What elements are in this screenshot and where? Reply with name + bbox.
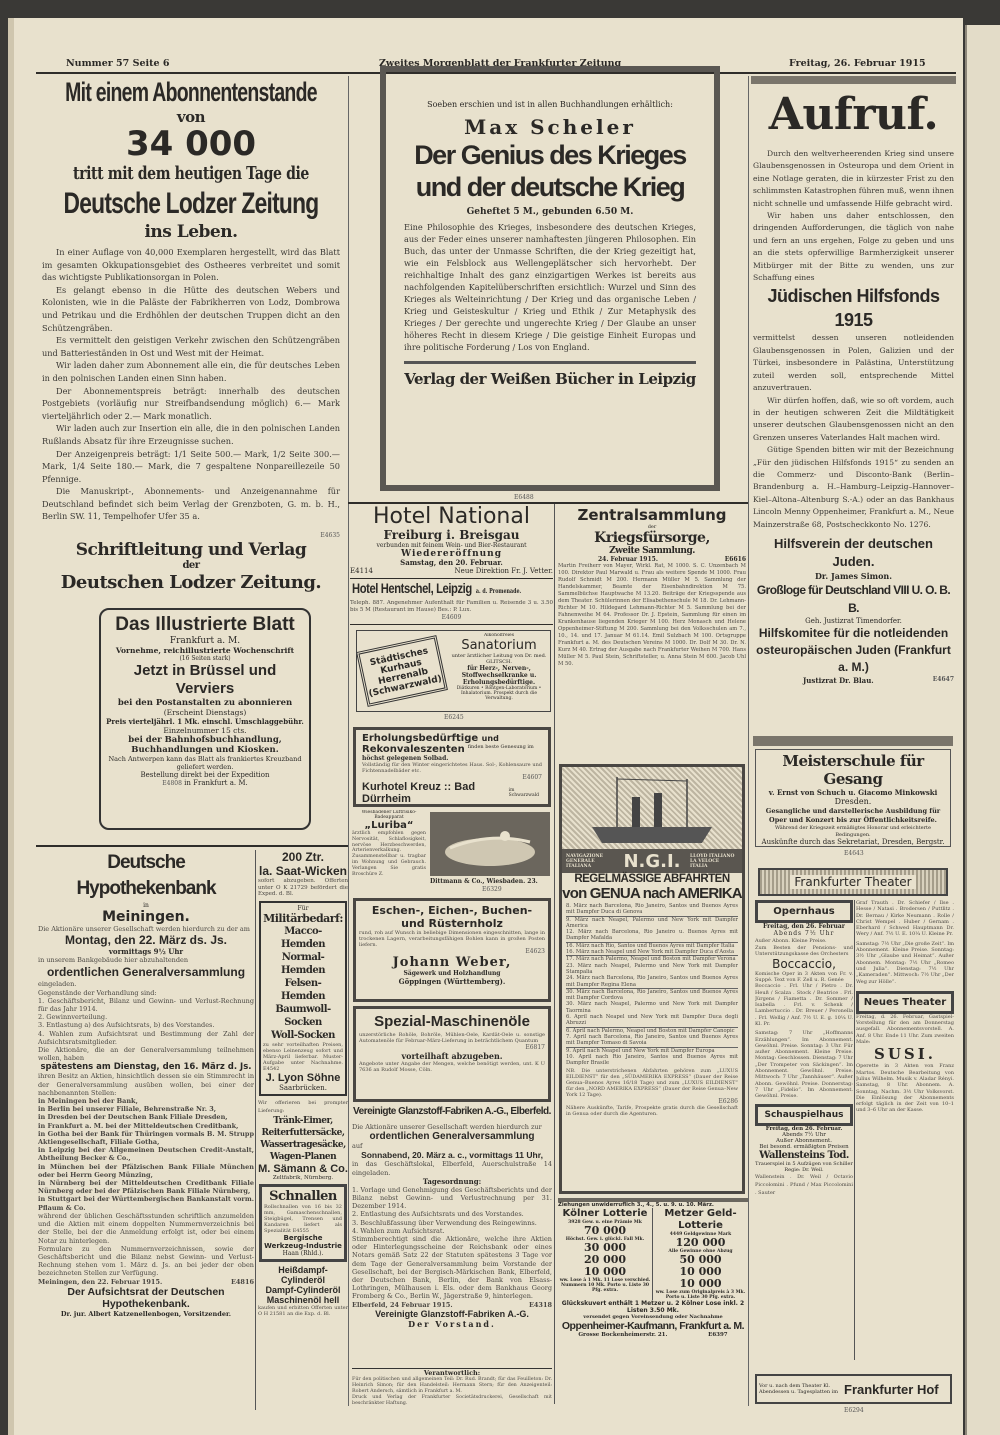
text: Alkoholfreies: [483, 633, 515, 638]
subscriber-count: 34 000: [125, 124, 257, 164]
text: ins Leben.: [144, 222, 238, 242]
meeting-date: Sonnabend, 20. März a. c., vormittags 11 Uhr,: [361, 1150, 543, 1161]
date: Samstag, den 20. Februar.: [400, 558, 503, 567]
ad-title: Sanatorium: [461, 638, 537, 653]
text: Zum Besten der Pensions- und Unterstützungskasse des Orchesters: [755, 945, 853, 958]
scheler-book-ad: [380, 66, 720, 491]
deposit-place: in Frankfurt a. M. bei der Mitteldeutschen Creditbank,: [38, 1121, 239, 1130]
deposit-place: in Berlin bei unserer Filiale, Behrenstraße Nr. 3,: [38, 1105, 217, 1114]
signature: Dr. jur. Albert Katzenellenbogen, Vorsitzender.: [60, 1309, 232, 1318]
sailing: 9. März nach Neapel, Palermo und New York mit Dampfer America: [566, 916, 738, 929]
text: Haan (Rhld.).: [282, 1249, 324, 1257]
text: ordentlichen Generalversammlung: [369, 1131, 535, 1143]
signatory: Dr. James Simon.: [814, 570, 893, 581]
text: Diätkuren • Röntgen-Laboratorium • Inhalatorium. Prospekt durch die Verwaltung.: [456, 686, 542, 701]
hotel-name: Kurhotel Kreuz :: Bad Dürrheim: [362, 781, 476, 805]
signature: Vereinigte Glanzstoff-Fabriken A.-G.: [375, 1308, 529, 1319]
text: Auskünfte durch das Sekretariat, Dresden, Bergstr.: [761, 838, 945, 846]
banner-title: Frankfurter Theater: [790, 875, 915, 889]
hypothekenbank-notice: [38, 850, 254, 1410]
prize-amount: 10 000: [679, 1265, 722, 1278]
text: Buchhandlungen und Kiosken.: [131, 745, 279, 755]
aufruf-appeal: [753, 148, 954, 728]
page-number: Nummer 57 Seite 6: [66, 58, 170, 69]
time: Abends 7½ Uhr: [782, 1131, 826, 1138]
ad-code: E6329: [482, 886, 502, 893]
sailing: 30. März nach Barcelona, Rio Janeiro, Santos und Buenos Ayres mit Dampfer Cordova: [566, 988, 738, 1002]
sailing: 24. März nach Barcelona, Rio Janeiro, Santos und Buenos Ayres mit Dampfer Regina Elena: [566, 975, 738, 988]
sailing: 23. März nach Neapel, Palermo und New York mit Dampfer Stampalia: [566, 962, 738, 975]
text: Trauerspiel in 5 Aufzügen von Schiller: [755, 1160, 853, 1167]
theater-name: Opernhaus: [755, 900, 853, 923]
frankfurter-theater-banner: [758, 868, 948, 896]
ad-code: E4643: [844, 850, 864, 857]
firm-name: J. Lyon Söhne: [265, 1071, 341, 1084]
notice-title: Kriegsfürsorge,: [594, 530, 710, 546]
weekly-schedule: Samstag: 7 Uhr „Hoffmanns Erzählungen“. Im Abonnement. Gewöhnl. Preise. Sonntag: 3 Uhr. Für außer Abonnement. Kleine Preise. Montag: Geschlossen. Dienstag: 7 Uhr „Der Trompeter von Säckingen“. Im Abonnement. Gewöhnl. Preise. Mittwoch: 7 Uhr „Tannhäuser“. Außer Abonn. Gewöhnl. Preise. Donnerstag: 7 Uhr „Fidelio“. Im Abonnement. Gewöhnl. Preise.: [755, 1030, 853, 1100]
ad-code: E4318: [528, 1300, 552, 1309]
hotel-name: Hotel National: [373, 505, 530, 529]
text: ww. Lose à 1 Mk. 11 Lose verschied. Nummern 10 Mk. Porto u. Liste 30 Pfg. extra.: [559, 1278, 651, 1293]
agenda-item: 3. Beschlußfassung über Verwendung des Reingewinns.: [352, 1218, 537, 1227]
headline: Mit einem Abonnentenstande: [65, 77, 317, 107]
organization: Großloge für Deutschland VIII U. O. B. B.: [756, 582, 951, 615]
book-title: Der Genius des Krieges: [414, 140, 686, 170]
text: Für: [297, 904, 309, 912]
prize-amount: 70 000: [583, 1224, 627, 1237]
ad-code: E6286: [718, 1098, 738, 1106]
text: Freitag, d. 26. Februar, Gastspiel-Vorstellung für den am Donnerstag ausgefall. Abonnementsvorstell. A. Anf. 8 Uhr. Ende 11 Uhr. Zum zweiten Male:: [856, 1013, 954, 1046]
product: Dampf-Cylinderöl: [265, 1284, 341, 1295]
text: auf: [352, 1142, 363, 1151]
publisher: Verlag der Weißen Bücher in Leipzig: [404, 370, 696, 388]
frankfurter-hof-ad: [755, 1374, 952, 1404]
text: ärztlich empfohlen gegen Nervosität, Schlaflosigkeit, nervöse Herzbeschwerden, Arterienverkalkung. Zusammenstellbar u. tragbar im Wohnung und Gebrauch. Verlangen Sie gratis Broschüre Z.: [352, 831, 426, 877]
paragraph: Wir dürfen hoffen, daß, wie so oft vordem, auch in der heutigen schweren Zeit die Mildtätigkeit unserer deutschen Glaubensgenossen nicht an den Grenzen unseres Vaterlandes Halt machen wird.: [753, 395, 954, 442]
ad-code: E4609: [441, 614, 462, 621]
text: Tagesordnung:: [422, 1176, 482, 1186]
zentralsammlung-notice: [558, 506, 746, 756]
text: Vor u. nach dem Theater Kl. Abendessen u. Tagesplatten im: [759, 1383, 839, 1395]
product: Woll-Socken: [271, 1029, 335, 1041]
product: Baumwoll-Socken: [275, 1003, 331, 1028]
theater-name: Schauspielhaus: [755, 1104, 853, 1126]
agenda-item: Die Aktionäre, die an der Generalversammlung teilnehmen wollen, haben: [38, 1046, 254, 1063]
product: Normal-Hemden: [280, 951, 326, 976]
deposit-place: in Nürnberg bei der Mitteldeutschen Creditbank Filiale Nürnberg oder bei der Pfälzischen Bank Filiale Nürnberg,: [38, 1179, 254, 1196]
sailing-list: [562, 902, 742, 1118]
text: Göppingen (Württemberg).: [398, 977, 506, 986]
hotel-national-ad: [350, 505, 553, 577]
meeting-date: Montag, den 22. März ds. Js.: [64, 933, 228, 948]
paragraph: Wir haben uns daher entschlossen, den dringenden Aufforderungen, die täglich von nahe und fern an uns ergehen, Folge zu geben und uns an die stets opferwillige Barmherzigkeit unserer Mitbürger mit der Bitte zu wenden, uns zur Schaffung eines: [753, 211, 954, 283]
signature: Der Vorstand.: [408, 1318, 496, 1329]
book-price: Geheftet 5 M., gebunden 6.50 M.: [466, 207, 634, 217]
price: Preis vierteljährl. 1 Mk. einschl. Umschlaggebühr.: [106, 717, 304, 726]
text: in: [143, 902, 149, 909]
steamship-illustration: [562, 767, 742, 849]
text: Wiedereröffnung: [401, 549, 502, 559]
text: in das Geschäftslokal, Elberfeld, Auerschulstraße 14 eingeladen.: [352, 1160, 552, 1177]
book-title: und der deutsche Krieg: [415, 172, 685, 202]
opernhaus-program: [755, 900, 853, 1370]
text: Nähere Auskünfte, Tarife, Prospekte gratis durch die Gesellschaft in Genua oder durch die Agenturen.: [566, 1105, 738, 1118]
hotel-name: Frankfurter Hof: [844, 1381, 939, 1397]
text: Freiburg i. Breisgau: [383, 528, 520, 542]
text: Vollständig für den Winter eingerichtetes Haus. Sol-, Kohlensaure und Fichtennadelbäder etc.: [362, 762, 542, 774]
ad-title: 200 Ztr.: [281, 850, 325, 864]
text: Außer Abonn. Kleine Preise.: [755, 938, 827, 944]
agenda-item: Gegenstände der Verhandlung sind:: [38, 988, 157, 997]
text: Bei besond. ermäßigten Preisen: [759, 1143, 849, 1150]
agenda-item: 1. Vorlage und Genehmigung des Geschäftsberichts und der Bilanz nebst Gewinn- und Verlustrechnung per 31. Dezember 1914.: [352, 1185, 552, 1211]
headline: Aufruf.: [768, 89, 939, 140]
text: Vornehme, reichillustrierte Wochenschrift: [115, 646, 295, 655]
ad-title: Schnallen: [269, 1188, 337, 1204]
text: Wiesbadener Luftrisiko-Badeapparat: [361, 810, 417, 820]
text: ww. Lose zum Originalpreis à 3 Mk. Porto u. Liste 30 Pfg. extra.: [655, 1290, 746, 1300]
ad-code: E4635: [320, 532, 340, 539]
deposit-place: in Meiningen bei der Bank,: [38, 1097, 138, 1106]
text: NB. Die unterstrichenen Abfahrten gehören zum „LUXUS EILDIENST“ für den „SÜDAMERIKA EXPRESS“ (Dauer der Reise Genua–Buenos Ayres 16/18 Tage) und zum „LUXUS EILDIENST“ für den „NORD AMERIKA EXPRESS“ (Dauer der Reise Genua–New York 12 Tage).: [566, 1068, 738, 1099]
ad-title: und Rüsternholz: [401, 917, 503, 930]
book-author: Max Scheler: [464, 115, 636, 139]
paragraph: Wir laden daher zum Abonnement alle ein, die für deutsches Leben in den polnischen Landen einen Sinn haben.: [42, 360, 340, 383]
article-body: [36, 242, 346, 532]
ad-title: REGELMÄSSIGE ABFAHRTEN: [574, 873, 730, 885]
text: a. d. Promenade.: [475, 588, 522, 595]
text: Teleph. 887. Angenehmer Aufenthalt für Familien u. Reisende 3 u. 3.50 bis 5 M (Restaurant im Hause) Bes.: P. Lux.: [350, 600, 553, 613]
text: Zweite Sammlung.: [609, 546, 695, 556]
sailing: 9. April nach Neapel und New York mit Dampfer Europa: [566, 1047, 715, 1054]
paragraph: Gütige Spenden bitten wir mit der Bezeichnung „Für den jüdischen Hilfsfonds 1915“ zu senden an die Commerz- und Disconto-Bank (Berlin–Brandenburg a. H.–Hamburg–Leipzig–Hannover–Kiel–Altona–Altenburg S.-A.) oder an das Bankhaus Lincoln Menny Oppenheimer, Frankfurt a. M., Neue Mainzerstraße 68, Postscheckkonto No. 1276.: [753, 445, 954, 529]
text: Während der Kriegszeit ermäßigtes Honorar und erleichterte Bedingungen.: [774, 825, 931, 838]
ad-code: E6245: [444, 714, 464, 721]
ngi-shipping-ad: [559, 764, 745, 1194]
prize-amount: 30 000: [583, 1241, 627, 1254]
bathtub-illustration: [430, 812, 550, 876]
text: Regie: Dr. Weil.: [784, 1166, 824, 1173]
newspaper-page: [8, 18, 963, 1435]
sailing: 12. März nach Barcelona, Rio Janeiro u. Buenos Ayres mit Dampfer Mafalda: [566, 929, 738, 942]
glanzstoff-notice: [352, 1106, 552, 1366]
firm-name: Dittmann & Co., Wiesbaden. 23.: [430, 878, 538, 885]
play-title: SUSI.: [874, 1045, 936, 1064]
product: Wassertragesäcke,: [260, 1139, 346, 1150]
sailing: 6. April nach Palermo, Neapel und Boston mit Dampfer Canopic: [566, 1027, 735, 1034]
meisterschule-ad: [755, 749, 951, 847]
text: Die Aktionäre unserer Gesellschaft werden hierdurch zu der am: [38, 925, 250, 933]
fund-name: Jüdischen Hilfsfonds 1915: [767, 286, 940, 331]
lottery-title: Kölner Lotterie: [562, 1208, 648, 1219]
agenda-item: 4. Wahlen zum Aufsichtsrat und Bestimmung der Zahl der Aufsichtsratsmitglieder.: [38, 1029, 254, 1046]
time: Abends 7½ Uhr: [773, 930, 835, 937]
agenda-item: 4. Wahlen zum Aufsichtsrat.: [352, 1226, 445, 1235]
text: Soeben erschien und ist in allen Buchhandlungen erhältlich:: [427, 100, 673, 109]
text: ihren Besitz an Aktien, hinsichtlich dessen sie ein Stimmrecht in der Generalversammlung ausüben wollen, bei einer der nachbenannten Stellen:: [38, 1072, 254, 1097]
text: Formulare zu den Nummernverzeichnissen, sowie der Geschäftsbericht und die Bilanz nebst Gewinn- und Verlust-Rechnung stehen vom 1. März d. Js. an bei jeder der oben bezeichneten Stellen zur Verfügung.: [38, 1244, 254, 1278]
text: unzerstörliche Rohöle, Bohröle, Mühlen-Oele, Kardät-Oele u. sonstige Automatenöle für Februar-März-Lieferung in beträchtlichem Quantum: [359, 1032, 545, 1044]
lottery-title: Metzer Geld-Lotterie: [664, 1208, 737, 1231]
ad-title: Spezial-Maschinenöle: [374, 1013, 530, 1030]
masthead: Zweites Morgenblatt der Frankfurter Zeitung: [379, 58, 622, 69]
kurhotel-kreuz-ad: [353, 727, 551, 807]
kurhaus-herrenalb-ad: [356, 630, 551, 712]
notice-title: Zentralsammlung: [577, 506, 727, 524]
sailing: 6. April nach Neapel und New York mit Dampfer Duca degli Abruzzi: [566, 1014, 738, 1027]
paragraph: Es vermittelt den geistigen Verkehr zwischen den Schützengräben und Batterieständen in Ost und West mit der Heimat.: [42, 335, 340, 358]
cast-list: Graf Trauth . Dr. Schiefer / Ilse . Hesse / Natasi . Brodersen / Puttlitz . Dr. Bernau / Kirke Neumann . Rolle / Christ Wempel . Huber / Gernam . Eberhard / Schwed Hauptmann Dr. Wery / Anf. 7½ U. E. 10¼ U. Kleine Pr.: [856, 900, 954, 938]
prize-amount: 20 000: [583, 1253, 627, 1266]
donor-list: Martin Freiherr von Mayer, Wirkl. Rat, M 1000. S. C. Unzenbach M 100. Direktor Paul Marwald u. Frau als weitere Spende M 1000. Frau Rudolf Schmidt M 200. Hermann Müller M 5. Sammlung der Handelskammer, Beamte der Eisenbahndirektion M 75. Sammelbüchse Hauptwache M 13.20. Beiträge der Kriegsspende aus dem Theater. Schülerinnen der Elisabethenschule M 18. Dr. Lehmann-Richter M 10. Hildegard Lehmann-Richter M 5. Sammlung bei der Fahnenweihe M 64. Professor Dr. J. Epstein, Sammlung für einen im Krankenhause liegenden Krieger M 100. Herz Monasch und Helene Oppenheimer-Stiftung M 200. Sammlung bei den Volksschulen am 7., 10., 14. und 17. Januar M 61.14. Emil Sulzbach M 100. Ortsgruppe Frankfurt a. M. des Deutschen Vereins M 1000. Dr. Dolf M 30. Dr. N. Kurz M 40. Ertrag der Ausgabe nach Frankfurter Weihen M 700. Hans Müller M 5. Paul Stein, Schriftsteller, u. Anna Stein M 600. Jacob Uhl M 50.: [558, 563, 746, 667]
text: Frankfurt a. M.: [169, 636, 241, 646]
text: 3928 Gew. u. eine Prämie Mk: [568, 1220, 642, 1225]
text: Alle Gewinne ohne Abzug: [668, 1249, 733, 1254]
prize-amount: 10 000: [583, 1265, 627, 1278]
ad-code: E4808: [162, 780, 182, 787]
ad-code: E4816: [230, 1277, 254, 1286]
text: Sägewerk und Holzhandlung: [403, 970, 501, 977]
ad-code: E6397: [708, 1332, 728, 1338]
ad-code: E4114: [350, 567, 373, 575]
maschinenoele-ad: [353, 1006, 551, 1102]
signature: der: [182, 560, 200, 571]
paragraph: Es gelangt ebenso in die Hütte des deutschen Webers und Kolonisten, wie in die Paläste der Fabrikherren von Lodz, Dombrowa und Petrikau und die Erdhöhlen der deutschen Truppen dicht an den Schützengräben.: [42, 284, 340, 333]
paragraph: Wir laden auch zur Insertion ein alle, die in den polnischen Landen Rußlands Absatz für ihre Erzeugnisse suchen.: [42, 423, 340, 446]
text: der: [647, 524, 657, 530]
text: Stimmberechtigt sind die Aktionäre, welche ihre Aktien oder Hinterlegungsscheine der Reichsbank oder eines Notars gemäß Satz 22 der Statuten spätestens 3 Tage vor dem Tage der Generalversammlung beim Vorstande der Gesellschaft, bei der Bergisch-Märkischen Bank, Elberfeld, der Deutschen Bank, Berlin, der Bank von Elsass-Lothringen, Mülhausen i. Els. oder dem Bankhaus Georg Fromberg & Co., Berlin W., Jägerstraße 9, hinterlegen.: [352, 1235, 552, 1301]
prize-amount: 120 000: [675, 1236, 726, 1249]
paragraph: Der Anzeigenpreis beträgt: 1/1 Seite 500.— Mark, 1/2 Seite 300.— Mark, 1/4 Seite 180.— Mark, die 7 gespaltene Nonpareillezeile 50 Pfennige.: [42, 448, 340, 484]
ad-title: Eschen-, Eichen-, Buchen-: [371, 904, 533, 917]
address: Grosse Bockenheimerstr. 21.: [578, 1332, 668, 1338]
text: Gesangliche und darstellerische Ausbildung für Oper und Konzert bis zur Öffentlichkeitsreife.: [765, 807, 941, 824]
product: Tränk-Eimer,: [273, 1115, 333, 1126]
lodzer-zeitung-ad: [36, 76, 346, 606]
deposit-place: in Gotha bei der Bank für Thüringen vormals B. M. Strupp Aktiengesellschaft, Filiale Gotha,: [38, 1129, 254, 1147]
sign-date: Elberfeld, 24 Februar 1915.: [352, 1300, 453, 1309]
text: zu sehr vorteilhaften Preisen, ebenso Leinenzeug sofort und März-April lieferbar. Muster-Aufgabe unter Nachnahme. E4542: [263, 1041, 343, 1072]
aufruf-title: [751, 86, 956, 146]
text: in unserem Bankgebäude hier abzuhaltenden: [38, 956, 189, 965]
product: Wagen-Planen: [269, 1151, 337, 1162]
text: Verantwortlich:: [423, 1369, 481, 1377]
sailing: 10. April nach Rio Janeiro, Santos und Buenos Ayres mit Dampfer Brasile: [566, 1053, 738, 1067]
cast-list: Wallenstein . Dr. Weil / Octavio Piccolomini . Pfund / Max Piccolomini . Sauter: [755, 1173, 853, 1196]
signature: Deutschen Lodzer Zeitung.: [60, 572, 322, 593]
ad-code: E6294: [844, 1407, 864, 1414]
text: Bestellung direkt bei der Expedition: [140, 771, 270, 779]
signatory: Geh. Justizrat Timendorfer.: [805, 616, 902, 625]
firm-name: Oppenheimer-Kaufmann, Frankfurt a. M.: [561, 1320, 745, 1332]
sailing: 7. April nach Barcelona, Rio Janeiro, Santos und Buenos Ayres mit Dampfer Tomaso di Savoia: [566, 1033, 738, 1047]
text: unter ärztlicher Leitung von Dr. med. GLITSCH.: [451, 653, 547, 665]
hotel-name: Hotel Hentschel, Leipzig: [352, 580, 472, 596]
text: Angebote unter Angabe der Mengen, welche benötigt werden, unt. K U 7636 an Rudolf Mosse, Cöln.: [359, 1061, 545, 1073]
play-title: Boccaccio,: [772, 957, 836, 972]
product-name: „Luriba“: [364, 820, 414, 831]
text: in Frankfurt a. M.: [184, 779, 248, 787]
text: Nach Antwerpen kann das Blatt als frankiertes Kreuzband geliefert werden.: [108, 755, 302, 771]
signature: Schriftleitung und Verlag: [75, 540, 307, 560]
text: LLOYD ITALIANO LA VELOCE ITALIA: [690, 853, 735, 869]
ad-title: Militärbedarf:: [263, 911, 343, 925]
text: 4449 Geldgewinne Mark: [669, 1232, 732, 1237]
ad-code: E6616: [724, 556, 746, 563]
paragraph: In einer Auflage von 40,000 Exemplaren hergestellt, wird das Blatt im gesamten Okkupationsgebiet des Ostheeres verbreitet und somit das wichtigste Publikationsorgan in Polen.: [42, 247, 340, 283]
play-title: Wallensteins Tod.: [759, 1149, 849, 1161]
organization: Hilfskomitee für die notleidenden osteuropäischen Juden (Frankfurt a. M.): [756, 625, 951, 674]
ad-code: E4647: [932, 675, 954, 683]
text: Höchst. Gew. i. glückl. Fall Mk.: [565, 1237, 645, 1242]
text: NAVIGAZIONE GENERALE ITALIANA: [566, 853, 604, 869]
imprint: [352, 1368, 552, 1414]
organization: Hilfsverein der deutschen Juden.: [774, 535, 933, 569]
illustrierte-blatt-ad: [99, 608, 311, 830]
price: Einzelnummer 15 cts.: [163, 726, 247, 735]
deposit-place: in Dresden bei der Deutschen Bank Filiale Dresden,: [38, 1113, 228, 1122]
text: versendet gegen Voreinsendung oder Nachnahme: [583, 1314, 723, 1320]
text: und: [481, 734, 499, 743]
text: für Herz-, Nerven-, Stoffwechselkranke u. Erholungsbedürftige.: [461, 665, 537, 686]
text: Saarbrücken.: [279, 1083, 327, 1092]
kurhaus-logo: Städtisches Kurhaus Herrenalb (Schwarzwald): [356, 635, 448, 707]
paragraph: vermittelst dessen unseren notleidenden Glaubensgenossen in Polen, Galizien und der Türkei, insbesondere in Palästina, Unterstützung zuteil werden soll, entsprechende Mittel anzuvertrauen.: [753, 333, 954, 393]
text: Dresden.: [834, 797, 872, 806]
text: Zeltfabrik, Nürnberg.: [272, 1174, 334, 1181]
sign-date: Meiningen, den 22. Februar 1915.: [38, 1277, 163, 1286]
ad-title: Das Illustrierte Blatt: [115, 614, 295, 635]
adjacent-page-edge: [965, 25, 1000, 1435]
cast-list: Boccaccio . Frl. Uhr / Pietro . Dr. Heuß / Scalza . Stock / Beatrice . Frl. Jürgens / Fiametta . Dr. Sommer / Isabella . Frl. v. Schenk / Lambertuccio . Dr. Breuer / Peronella . Frl. Wellig / Anf. 7½ U. E. g. 10¼ U. Kl. Pr.: [755, 983, 853, 1027]
lottery-ad: [558, 1198, 748, 1408]
issue-date: Freitag, 26. Februar 1915: [789, 58, 926, 69]
text: verbunden mit feinem Wein- und Bier-Restaurant: [376, 542, 527, 549]
sailing: 16. März nach Neapel und New York mit Dampfer Duca d'Aosta: [566, 949, 738, 956]
sailing: 8. März nach Barcelona, Rio Janeiro, Santos und Buenos Ayres mit Dampfer Duca di Genova: [566, 903, 738, 916]
text: bei den Postanstalten zu abonnieren: [117, 698, 293, 708]
sailing: 17. März nach Palermo, Neapel und Boston mit Dampfer Verona: [566, 956, 736, 963]
ad-title: Rekonvaleszenten: [362, 744, 465, 755]
text: Die Aktionäre unserer Gesellschaft werden hierdurch zur: [352, 1123, 542, 1131]
text: höchst gelegenen Solbad.: [362, 755, 449, 762]
signatory: Justizrat Dr. Blau.: [803, 675, 874, 685]
ad-title: Meisterschule für Gesang: [782, 752, 924, 788]
deposit-place: in Leipzig bei der Allgemeinen Deutschen Credit-Anstalt, Abtheilung Becker & Co.,: [38, 1146, 254, 1163]
text: (16 Seiten stark): [179, 655, 231, 662]
text: eingeladen.: [38, 980, 77, 989]
text: v. Ernst von Schuch u. Giacomo Minkowski: [768, 788, 938, 797]
firm-name: Johann Weber,: [392, 955, 512, 970]
firm-name: M. Sämann & Co.: [258, 1162, 348, 1175]
text: während der üblichen Geschäftsstunden schriftlich anzumelden und die Aktien mit einem doppelten Nummernverzeichnis bei der Stelle, bei der die Anmeldung erfolgt ist, oder bei einem Notar zu hinterlegen.: [38, 1211, 254, 1245]
text: tritt mit dem heutigen Tage die: [73, 163, 309, 184]
agenda-item: 1. Geschäftsbericht, Bilanz und Gewinn- und Verlust-Rechnung für das Jahr 1914.: [38, 996, 254, 1014]
sailing: 30. März nach Neapel, Palermo und New York mit Dampfer Taormina: [566, 1001, 738, 1014]
text: Komische Oper in 3 Akten von Fr. v. Suppé. Text von F. Zell u. R. Genée: [755, 971, 853, 984]
text: Rollschnallen von 16 bis 32 mm, Gamaschenschnallen, Steigbügel, Trensen und Kandaren liefert als Spezialität E4555: [264, 1203, 342, 1234]
product: Felsen-Hemden: [280, 977, 326, 1002]
text: ordentlichen Generalversammlung: [46, 965, 246, 980]
deposit-place: in München bei der Pfälzischen Bank Filiale München oder bei Herrn Georg Münzing,: [38, 1162, 254, 1179]
text: finden beste Genesung im: [467, 744, 534, 750]
prize-amount: 50 000: [679, 1253, 722, 1266]
book-description: Eine Philosophie des Krieges, insbesondere des deutschen Krieges, aus der Feder eines unserer namhaftesten jüngeren Philosophen. Ein Buch, das unter der Unmasse Schriften, die der Krieg gezeitigt hat, wie ein Felsblock aus Wellengeplätscher sich hervorhebt. Der reichhaltige Inhalt des ganz einzigartigen Werkes ist bereits aus nachfolgenden Kapitelüberschriften ersichtlich: Wurzel und Sinn des Krieges als Welteinrichtung / Der Krieg und das organische Leben / Krieg und Geisteskultur / Krieg und Ethik / Zur Metaphysik des Krieges / Der gerechte und ungerechte Krieg / Der Glaube an unser höheres Recht in diesem Kriege / Die geistige Einheit Europas und ihre politische Forderung / Los von England.: [404, 222, 696, 352]
text: Ziehungen unwiderruflich 3., 4., 5. u. 9. u. 10. März.: [558, 1202, 714, 1208]
text: sofort abzugeben. Offerten unter O K 21729 befördert die Exped. d. Bl.: [258, 878, 348, 897]
text: Für den politischen und allgemeinen Teil: Dr. Rud. Brandt; für das Feuilleton: Dr. Heinrich Simon; für den Handelsteil: Hermann Stern; für den Anzeigenteil: Robert Andersch, sämtlich in Frankfurt a. M.: [352, 1377, 552, 1394]
sailing: 16. März nach Rio, Santos und Buenos Ayres mit Dampfer Italia: [566, 942, 735, 949]
hotel-hentschel-ad: [350, 580, 553, 623]
signature: Der Aufsichtsrat der Deutschen Hypothekenbank.: [67, 1285, 225, 1310]
text: Neue Direktion Fr. J. Vetter.: [454, 567, 553, 575]
text: kaufen und erbitten Offerten unter O H 21581 an die Exp. d. Bl.: [258, 1304, 348, 1317]
weekly-schedule: Samstag: 7½ Uhr „Die große Zeit“. Im Abonnement. Kleine Preise. Sonntag: 3½ Uhr „Glaube und Heimat“. Außer Abonnem. Montag: 7½ Uhr „Romeo und Julia“. Dienstag: 7½ Uhr „Kameraden“. Mittwoch: 7½ Uhr „Der Weg zur Hölle“.: [856, 940, 954, 985]
text: Glückskuvert enthält 1 Metzer u. 2 Kölner Lose inkl. 2 Listen 3.50 Mk.: [561, 1300, 745, 1314]
ad-code: E4623: [525, 948, 545, 955]
firm-name: Bergische Werkzeug-Industrie: [264, 1233, 342, 1250]
date: Freitag, den 26. Februar: [763, 923, 845, 930]
notice-title: Deutsche Hypothekenbank: [76, 852, 216, 899]
text: im Schwarzwald: [508, 788, 540, 798]
text: vorteilhaft abzugeben.: [401, 1051, 503, 1061]
johann-weber-ad: [353, 898, 551, 1002]
theater-program-right: [856, 900, 954, 1360]
text: vormittags 9½ Uhr: [108, 947, 184, 957]
ad-title: Erholungsbedürftige: [362, 733, 479, 744]
agenda-item: 2. Entlastung des Aufsichtsrats und des Vorstandes.: [352, 1210, 524, 1219]
product: Maschinenöl hell: [266, 1294, 340, 1305]
text: Operette in 3 Akten von Franz Martos. Deutsche Bearbeitung von Julius Wilhelm. Musik v. Aladar Rényi. Samstag, 8 Uhr. Abonnem. A. Sonntag, Nachm. 3½ Uhr Volksvorst. Die Einlösung der Abonnements erfolgt täglich in der Zeit von 10–1 und 3–6 Uhr an der Kasse.: [856, 1063, 954, 1114]
date: Freitag, den 26. Februar.: [765, 1125, 843, 1132]
ad-title: la. Saat-Wicken: [259, 864, 347, 878]
date: 24. Februar 1915.: [598, 556, 658, 563]
product: Heißdampf-Cylinderöl: [278, 1264, 328, 1285]
product: Reiterfuttersäcke,: [261, 1127, 345, 1138]
luriba-ad: [352, 810, 552, 894]
text: bei der Bahnhofsbuchhandlung,: [128, 735, 282, 745]
newspaper-title: Deutsche Lodzer Zeitung: [63, 187, 319, 220]
deposit-place: in Stuttgart bei der Württembergischen Bankanstalt vorm. Pflaum & Co.: [38, 1195, 254, 1212]
ngi-logo: N.G.I.: [623, 850, 681, 872]
text: rund, roh auf Wunsch in beliebige Dimensionen eingeschnitten, lange in trockenen Lagern, verarbeitungsfähigen Bohlen kann in großen Posten liefern.: [359, 930, 545, 948]
ad-code: E4607: [522, 774, 542, 781]
ad-code: E6488: [514, 494, 534, 501]
ad-code: E6817: [525, 1044, 545, 1051]
product: Macco-Hemden: [280, 925, 326, 950]
agenda-item: 3. Entlastung a) des Aufsichtsrats, b) des Vorstandes.: [38, 1021, 215, 1030]
text: Meiningen.: [102, 909, 190, 925]
text: (Erscheint Dienstags): [163, 708, 247, 717]
notice-title: Vereinigte Glanzstoff-Fabriken A.-G., Elberfeld.: [353, 1106, 551, 1117]
text: Jetzt in Brüssel und Verviers: [133, 662, 277, 697]
agenda-item: 2. Gewinnverteilung.: [38, 1013, 108, 1022]
ad-title: von GENUA nach AMERIKA: [562, 885, 742, 902]
prize-amount: 10 000: [679, 1277, 722, 1290]
text: Druck und Verlag der Frankfurter Societätsdruckerei, Gesellschaft mit beschränkter Haftung.: [352, 1395, 552, 1406]
paragraph: Der Abonnementspreis beträgt: innerhalb des deutschen Postgebiets (vorläufig nur Streifbandsendung möglich) 6.— Mark vierteljährlich oder 2.— Mark monatlich.: [42, 385, 340, 421]
paragraph: Durch den weltverheerenden Krieg sind unsere Glaubensgenossen in Osteuropa und dem Orient in eine Notlage geraten, die in kürzester Frist zu den schlimmsten Katastrophen führen muß, wenn ihnen nicht schnelle und umfassende Hilfe gebracht wird.: [753, 149, 954, 208]
small-ads-column: [258, 850, 348, 1410]
text: von: [176, 108, 206, 126]
text: Außer Abonnement.: [776, 1137, 832, 1144]
paragraph: Die Manuskript-, Abonnements- und Anzeigenannahme für Deutschland befindet sich beim Verlag der Grenzboten, G. m. b. H., Berlin SW. 11, Tempelhofer Ufer 35 a.: [42, 486, 340, 522]
text: Wir offerieren bei prompter Lieferung:: [258, 1099, 348, 1114]
theater-name: Neues Theater: [856, 991, 954, 1014]
deadline: spätestens am Dienstag, den 16. März d. Js.: [40, 1062, 252, 1073]
